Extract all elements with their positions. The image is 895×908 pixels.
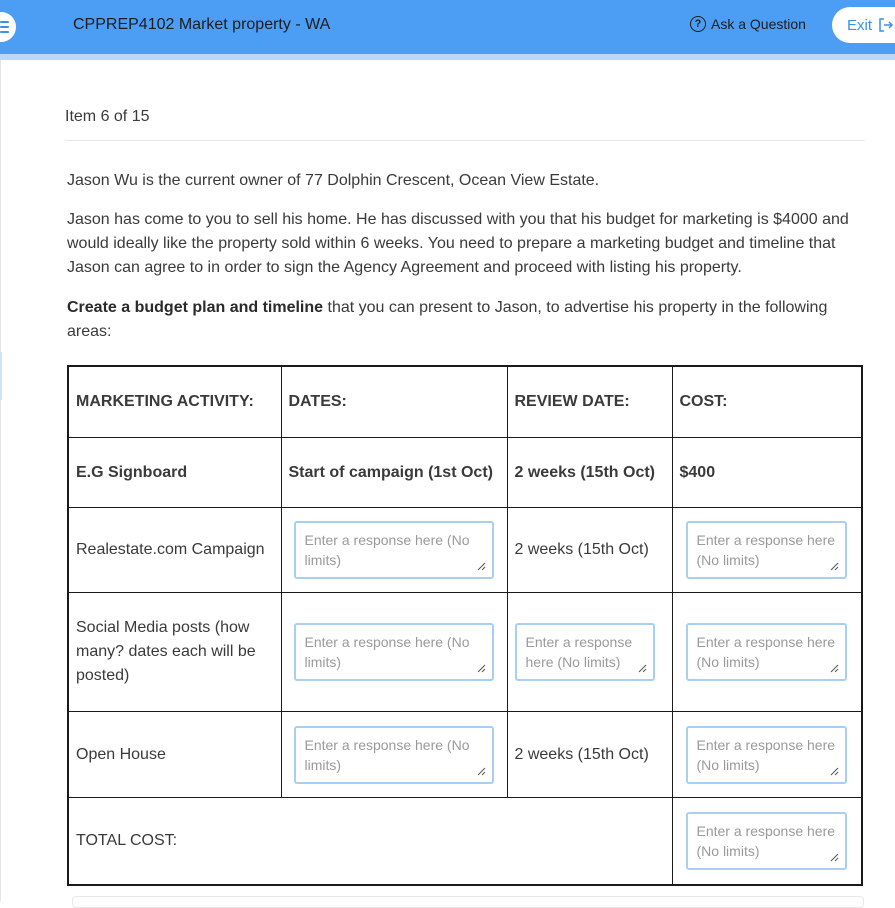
hamburger-icon <box>0 21 9 33</box>
ask-question-button[interactable] <box>690 16 806 32</box>
table-row <box>68 712 862 798</box>
placeholder-text: Enter a response here (No limits) <box>696 634 836 670</box>
header-review-date: REVIEW DATE: <box>507 366 672 438</box>
example-activity: E.G Signboard <box>68 438 281 508</box>
placeholder-text: Enter a response here (No limits) <box>696 532 836 568</box>
budget-table <box>67 365 863 886</box>
item-progress: Item 6 of 15 <box>65 108 150 125</box>
placeholder-text: Enter a response here (No limits) <box>304 736 470 773</box>
left-rail <box>0 60 1 901</box>
header-activity: MARKETING ACTIVITY: <box>68 366 281 438</box>
instruction-paragraph <box>67 296 867 344</box>
resize-grip-icon[interactable] <box>830 767 839 776</box>
placeholder-text: Enter a response here (No limits) <box>696 823 836 859</box>
social-cost-input[interactable] <box>686 623 847 681</box>
left-rail-marker <box>0 352 2 400</box>
instruction-rest: that you can present to Jason, to advertise his property in the following areas: <box>67 299 828 340</box>
ask-question-label: Ask a Question <box>711 16 806 32</box>
header-dates: DATES: <box>281 366 507 438</box>
resize-grip-icon[interactable] <box>830 664 839 673</box>
divider <box>65 140 865 141</box>
exit-button[interactable] <box>832 7 895 43</box>
instruction-bold: Create a budget plan and timeline <box>67 299 324 316</box>
placeholder-text: Enter a response here (No limits) <box>304 634 470 670</box>
example-cost: $400 <box>672 438 862 508</box>
realestate-review: 2 weeks (15th Oct) <box>507 508 672 593</box>
table-header-row <box>68 366 862 438</box>
realestate-dates-input[interactable] <box>294 521 494 579</box>
example-review: 2 weeks (15th Oct) <box>507 438 672 508</box>
placeholder-text: Enter a response here (No limits) <box>304 532 470 568</box>
top-bar-accent-strip <box>0 54 895 60</box>
table-row <box>68 508 862 593</box>
open-house-cost-input[interactable] <box>686 726 847 784</box>
realestate-cost-input[interactable] <box>686 521 847 579</box>
open-house-dates-input[interactable] <box>294 726 494 784</box>
open-house-review: 2 weeks (15th Oct) <box>507 712 672 798</box>
resize-grip-icon[interactable] <box>477 767 486 776</box>
activity-realestate: Realestate.com Campaign <box>68 508 281 593</box>
total-row <box>68 798 862 886</box>
exit-arrow-icon <box>878 17 894 33</box>
resize-grip-icon[interactable] <box>477 664 486 673</box>
header-cost: COST: <box>672 366 862 438</box>
resize-grip-icon[interactable] <box>830 562 839 571</box>
resize-grip-icon[interactable] <box>638 664 647 673</box>
social-dates-input[interactable] <box>294 623 494 681</box>
total-cost-input[interactable] <box>686 812 847 870</box>
activity-open-house: Open House <box>68 712 281 798</box>
placeholder-text: Enter a response here (No limits) <box>696 736 836 773</box>
social-review-input[interactable] <box>515 623 655 681</box>
example-row <box>68 438 862 508</box>
next-section-card <box>72 896 864 908</box>
total-cost-label: TOTAL COST: <box>68 798 672 886</box>
question-circle-icon: ? <box>690 16 706 32</box>
activity-social-media: Social Media posts (how many? dates each will be posted) <box>68 593 281 712</box>
app-title: CPPREP4102 Market property - WA <box>73 16 331 33</box>
resize-grip-icon[interactable] <box>830 853 839 862</box>
exit-label: Exit <box>847 16 873 34</box>
table-row <box>68 593 862 712</box>
resize-grip-icon[interactable] <box>477 562 486 571</box>
intro-paragraph-1: Jason Wu is the current owner of 77 Dolphin Crescent, Ocean View Estate. <box>67 172 600 189</box>
example-dates: Start of campaign (1st Oct) <box>281 438 507 508</box>
intro-paragraph-2: Jason has come to you to sell his home. He has discussed with you that his budget for marketing is $4000 and would ideally like the property sold within 6 weeks. You need to prepare a marketing budget and timeline that Jason can agree to in order to sign the Agency Agreement and proceed with listing his property. <box>67 211 849 276</box>
placeholder-text: Enter a response here (No limits) <box>525 634 633 670</box>
